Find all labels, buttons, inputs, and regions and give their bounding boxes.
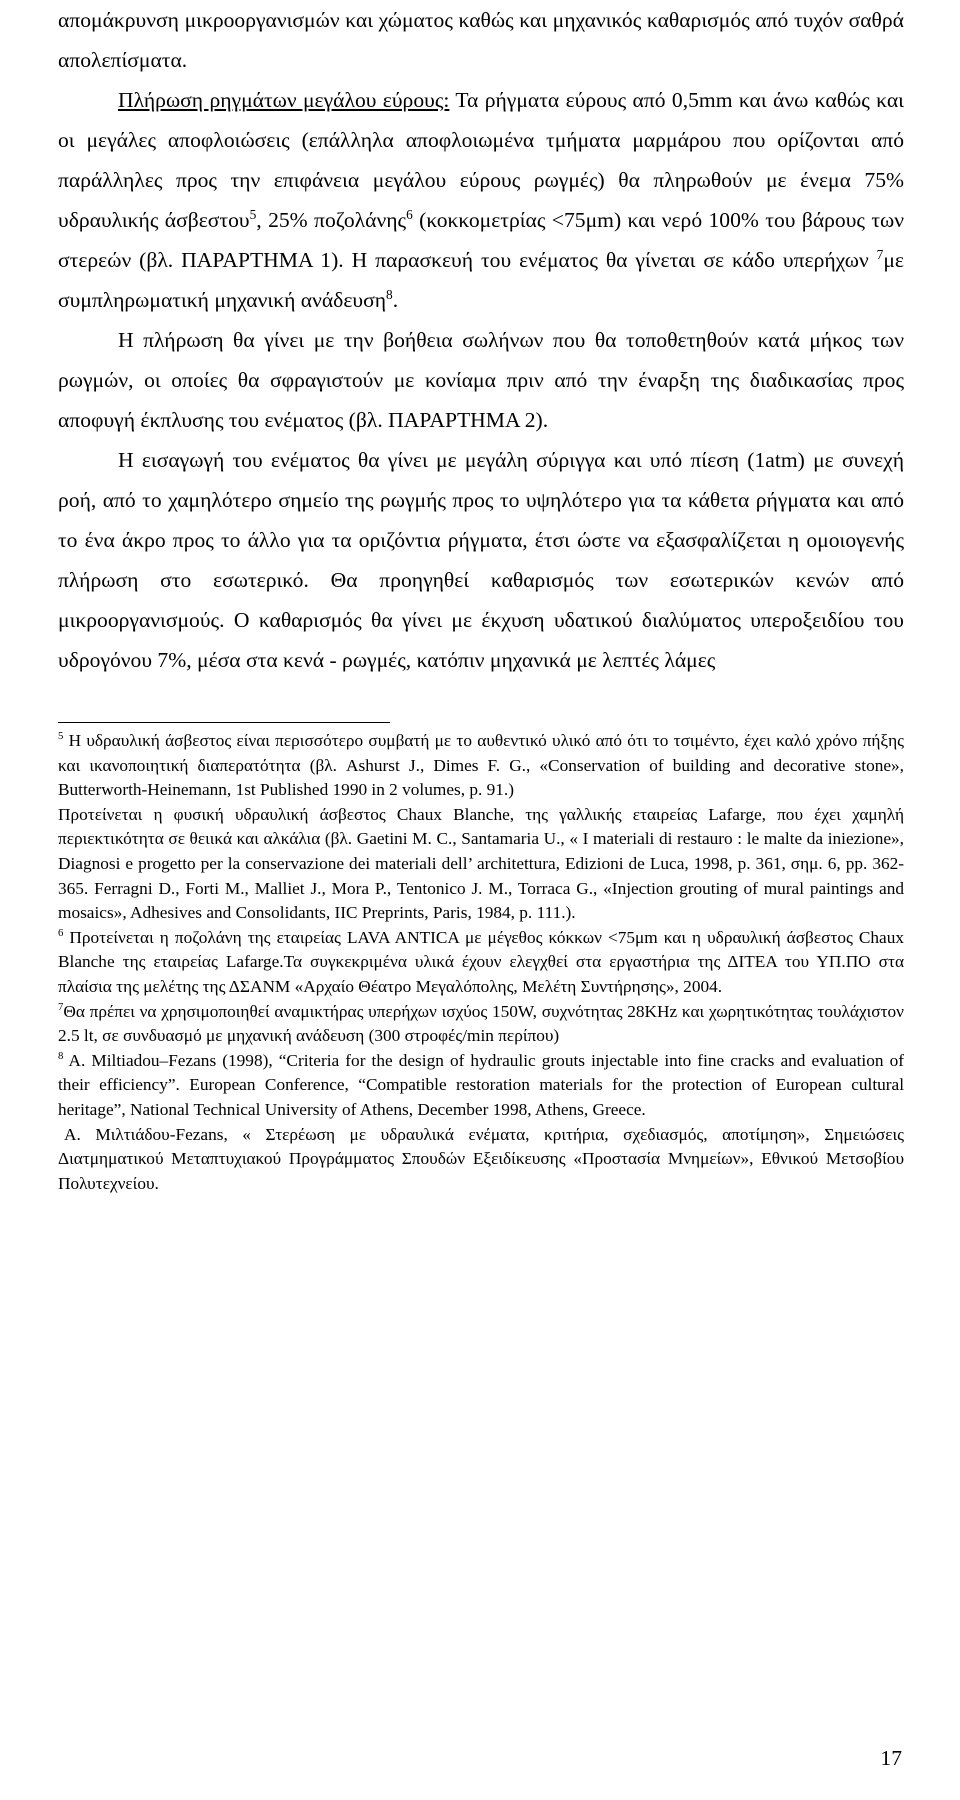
footnote-text: Προτείνεται η ποζολάνη της εταιρείας LAVA ANTICA με μέγεθος κόκκων <75μm και η υδραυλική άσβεστος Chaux Blanche της εταιρείας Lafarge.Τα συγκεκριμένα υλικά έχουν ελεγχθεί στα εργαστήρια της ΔΙΤΕΑ του ΥΠ.ΠΟ στα πλαίσια της μελέτης της ΔΣΑΝΜ «Αρχαίο Θέατρο Μεγαλόπολης, Μελέτη Συντήρησης», 2004. xyxy=(58,927,904,996)
footnote-ref-7[interactable]: 7 xyxy=(876,246,884,262)
footnote-number: 5 xyxy=(58,730,64,743)
body-text xyxy=(58,0,904,680)
paragraph-crack-filling xyxy=(58,80,904,320)
section-heading: Πλήρωση ρηγμάτων μεγάλου εύρους: xyxy=(118,88,450,112)
footnote-number: 7 xyxy=(58,1000,64,1013)
paragraph-continuation: απομάκρυνση μικροοργανισμών και χώματος καθώς και μηχανικός καθαρισμός από τυχόν σαθρά απολεπίσματα. xyxy=(58,8,904,72)
paragraph-tubes: Η πλήρωση θα γίνει με την βοήθεια σωλήνων που θα τοποθετηθούν κατά μήκος των ρωγμών, οι οποίες θα σφραγιστούν με κονίαμα πριν από την έναρξη της διαδικασίας προς αποφυγή έκπλυσης του ενέματος (βλ. ΠΑΡΑΡΤΗΜΑ 2). xyxy=(58,328,904,432)
paragraph-text: (κοκκομετρίας <75μm) και νερό 100% του βάρους των στερεών (βλ. ΠΑΡΑΡΤΗΜΑ 1). Η παρασκευή του ενέματος θα γίνεται σε κάδο υπερήχων xyxy=(58,208,904,272)
footnote-number: 8 xyxy=(58,1049,64,1062)
paragraph-injection: Η εισαγωγή του ενέματος θα γίνει με μεγάλη σύριγγα και υπό πίεση (1atm) με συνεχή ροή, από το χαμηλότερο σημείο της ρωγμής προς το υψηλότερο για τα κάθετα ρήγματα και από το ένα άκρο προς το άλλο για τα οριζόντια ρήγματα, έτσι ώστε να εξασφαλίζεται η ομοιογενής πλήρωση στο εσωτερικό. Θα προηγηθεί καθαρισμός των εσωτερικών κενών από μικροοργανισμούς. Ο καθαρισμός θα γίνει με έκχυση υδατικού διαλύματος υπεροξειδίου του υδρογόνου 7%, μέσα στα κενά - ρωγμές, κατόπιν μηχανικά με λεπτές λάμες xyxy=(58,448,904,672)
paragraph-text: Τα ρήγματα εύρους από 0,5mm και άνω καθώς και οι μεγάλες αποφλοιώσεις (επάλληλα αποφλοιωμένα τμήματα μαρμάρου που ορίζονται από παράλληλες προς την επιφάνεια μεγάλου εύρους ρωγμές) θα πληρωθούν με ένεμα 75% υδραυλικής άσβεστου xyxy=(58,88,904,232)
paragraph-text: με συμπληρωματική μηχανική ανάδευση xyxy=(58,248,904,312)
footnote-ref-8[interactable]: 8 xyxy=(386,286,393,302)
footnote-text: Η υδραυλική άσβεστος είναι περισσότερο συμβατή με το αυθεντικό υλικό από ότι το τσιμέντο, έχει καλό χρόνο πήξης και ικανοποιητική διαπερατότητα (βλ. Ashurst J., Dimes F. G., «Conservation of building and decorative stone», Butterworth-Heinemann, 1st Published 1990 in 2 volumes, p. 91.) xyxy=(58,731,904,800)
footnote-ref-6[interactable]: 6 xyxy=(406,206,413,222)
footnote-8 xyxy=(58,1049,904,1123)
footnote-5-continued: Προτείνεται η φυσική υδραυλική άσβεστος Chaux Blanche, της γαλλικής εταιρείας Lafarge, που έχει χαμηλή περιεκτικότητα σε θειικά και αλκάλια (βλ. Gaetini M. C., Santamaria U., « I materiali di restauro : le malte da iniezione», Diagnosi e progetto per la conservazione dei materiali dell’ architettura, Edizioni de Luca, 1998, p. 361, σημ. 6, pp. 362-365. Ferragni D., Forti M., Malliet J., Mora P., Tentonico J. M., Torraca G., «Injection grouting of mural paintings and mosaics», Adhesives and Consolidants, IIC Preprints, Paris, 1984, p. 111.). xyxy=(58,804,904,923)
footnote-7 xyxy=(58,1000,904,1049)
footnote-5 xyxy=(58,729,904,803)
footnote-number: 6 xyxy=(58,926,64,939)
footnote-separator xyxy=(58,722,390,723)
footnote-8-continued: Α. Μιλτιάδου-Fezans, « Στερέωση με υδραυλικά ενέματα, κριτήρια, σχεδιασμός, αποτίμηση», Σημειώσεις Διατμηματικού Μεταπτυχιακού Προγράμματος Σπουδών Εξειδίκευσης «Προστασία Μνημείων», Εθνικού Μετσοβίου Πολυτεχνείου. xyxy=(58,1124,904,1193)
footnotes xyxy=(58,729,904,1196)
document-page xyxy=(58,0,904,1196)
paragraph-text: . xyxy=(392,288,399,312)
footnote-text: A. Miltiadou–Fezans (1998), “Criteria for the design of hydraulic grouts injectable into fine cracks and evaluation of their efficiency”. European Conference, “Compatible restoration materials for the protection of European cultural heritage”, National Technical University of Athens, December 1998, Athens, Greece. xyxy=(58,1050,904,1119)
footnote-6 xyxy=(58,926,904,1000)
footnote-ref-5[interactable]: 5 xyxy=(249,206,257,222)
footnote-text: Θα πρέπει να χρησιμοποιηθεί αναμικτήρας υπερήχων ισχύος 150W, συχνότητας 28KHz και χωρητικότητας τουλάχιστον 2.5 lt, σε συνδυασμό με μηχανική ανάδευση (300 στροφές/min περίπου) xyxy=(58,1001,904,1046)
page-number: 17 xyxy=(880,1746,902,1770)
paragraph-text: , 25% ποζολάνης xyxy=(256,208,407,232)
